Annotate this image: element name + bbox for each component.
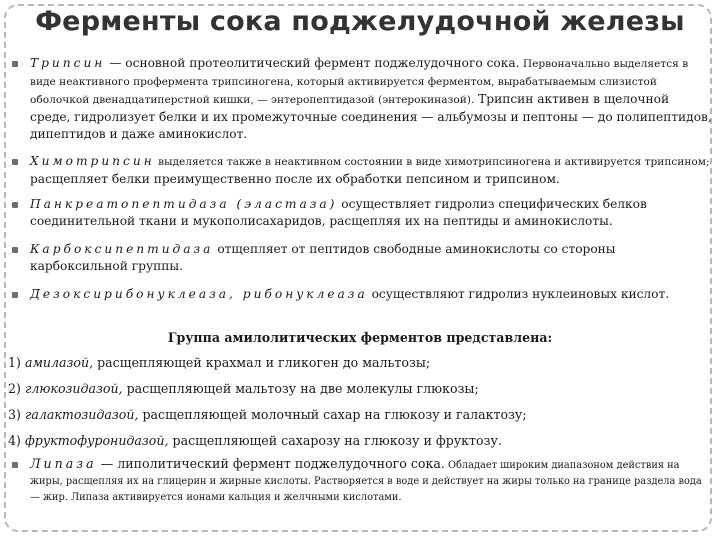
text-small: Первоначально выделяется в виде неактивного профермента трипсиногена, который активируется ферментом, вырабатываемым слизистой оболочкой двенадцатиперстной кишки, — энтеропептидазой (энтерокиназой).	[30, 58, 689, 106]
item-number: 3)	[8, 407, 21, 422]
list-item-nucleases	[12, 286, 712, 303]
page-title: Ферменты сока поджелудочной железы	[35, 6, 685, 37]
numbered-item-4	[8, 432, 708, 449]
bullet-icon	[12, 202, 18, 208]
bullet-icon	[12, 159, 18, 165]
list-item-trypsin	[12, 55, 712, 143]
term-trypsin: Трипсин	[30, 56, 106, 70]
item-number: 1)	[8, 355, 21, 370]
item-text: расщепляющей молочный сахар на глюкозу и галактозу;	[138, 407, 527, 422]
item-number: 4)	[8, 433, 21, 448]
item-number: 2)	[8, 381, 21, 396]
text-main: осуществляет гидролиз специфических белков соединительной ткани и мукополисахаридов, расщепляя их на пептиды и аминокислоты.	[30, 197, 647, 228]
item-term: галактозидазой,	[24, 407, 139, 422]
item-term: фруктофуронидазой,	[24, 433, 169, 448]
text-main: отщепляет от пептидов свободные аминокислоты со стороны карбоксильной группы.	[30, 242, 616, 273]
text-main: осуществляют гидролиз нуклеиновых кислот.	[367, 287, 670, 301]
text-main: — липолитический фермент поджелудочного сока.	[96, 456, 445, 471]
term-elastase: Панкреатопептидаза (эластаза)	[30, 197, 338, 211]
numbered-item-1	[8, 354, 708, 371]
item-text: расщепляющей крахмал и гликоген до мальтозы;	[93, 355, 431, 370]
text-small: Обладает широким диапазоном действия на жиры, расщепляя их на глицерин и жирные кислоты. Растворяется в воде и действует на жиры только на границе раздела вода — жир. Липаза активируется ионами кальция и желчными кислотами.	[30, 460, 702, 503]
numbered-item-2	[8, 380, 708, 397]
list-item-lipase	[12, 456, 712, 505]
text-main: — основной протеолитический фермент поджелудочного сока.	[105, 56, 520, 70]
term-chymotrypsin: Химотрипсин	[30, 154, 155, 168]
bullet-icon	[12, 462, 18, 468]
item-term: амилазой,	[24, 355, 94, 370]
list-item-chymotrypsin	[12, 153, 712, 188]
text-small: выделяется также в неактивном состоянии в виде химотрипсиногена и активируется трипсином;	[154, 156, 710, 168]
list-item-elastase	[12, 196, 712, 230]
bullet-icon	[12, 61, 18, 67]
numbered-item-3	[8, 406, 708, 423]
term-lipase: Липаза	[30, 456, 97, 471]
group-title: Группа амилолитических ферментов представлена:	[167, 330, 553, 345]
text-main: расщепляет белки преимущественно после их обработки пепсином и трипсином.	[30, 172, 560, 186]
bullet-icon	[12, 247, 18, 253]
item-text: расщепляющей мальтозу на две молекулы глюкозы;	[122, 381, 479, 396]
bullet-icon	[12, 292, 18, 298]
term-nucleases: Дезоксирибонуклеаза, рибонуклеаза	[30, 287, 368, 301]
term-carboxypeptidase: Карбоксипептидаза	[30, 242, 214, 256]
item-text: расщепляющей сахарозу на глюкозу и фруктозу.	[168, 433, 502, 448]
item-term: глюкозидазой,	[24, 381, 123, 396]
list-item-carboxypeptidase	[12, 241, 712, 275]
text-rest: Трипсин активен в щелочной среде, гидролизует белки и их промежуточные соединения — альбумозы и пептоны — до полипептидов, дипептидов и даже аминокислот.	[30, 92, 712, 141]
